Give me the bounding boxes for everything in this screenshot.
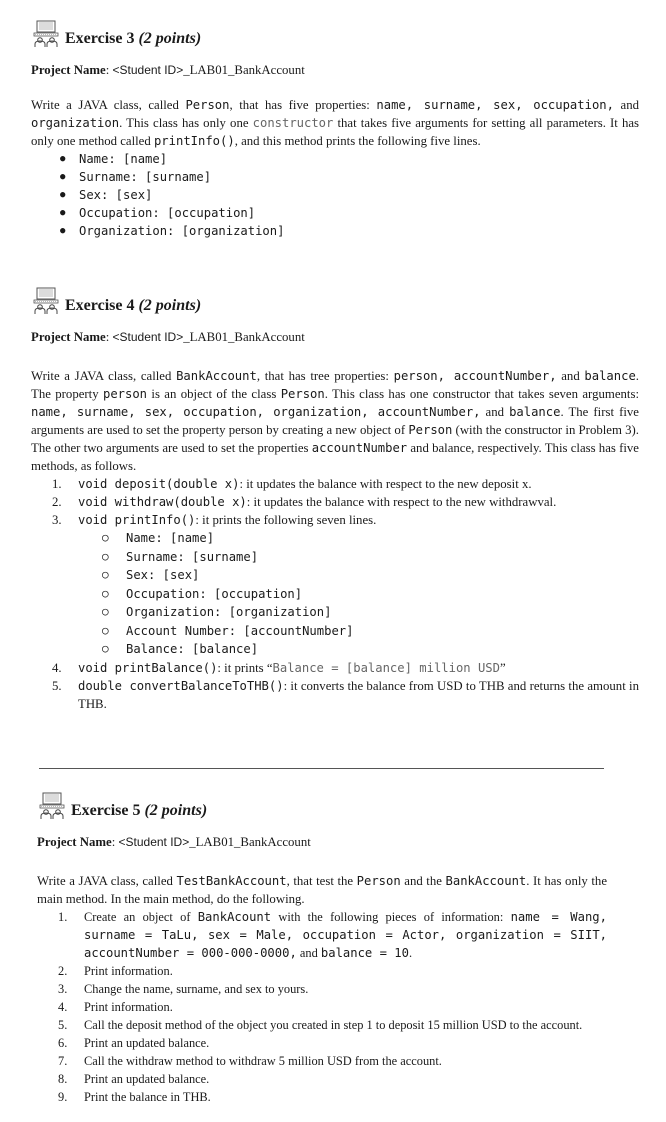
exercise-5 [37, 790, 607, 1106]
list-item: ○ Sex: [sex] [102, 566, 639, 585]
exercise-5-step-list [37, 908, 607, 1106]
list-item: ○ Balance: [balance] [102, 640, 639, 659]
list-item: 5. Call the deposit method of the object you created in step 1 to deposit 15 million USD to the account. [58, 1018, 583, 1032]
list-item: 1. void deposit(double x): it updates the balance with respect to the new deposit x. [52, 477, 532, 491]
list-item: ○ Name: [name] [102, 529, 639, 548]
list-item: ● Name: [name] [60, 150, 639, 168]
list-item: ○ Account Number: [accountNumber] [102, 622, 639, 641]
list-item: 4. void printBalance(): it prints “Balance = [balance] million USD” [52, 660, 506, 675]
exercise-5-description: Write a JAVA class, called TestBankAccount, that test the Person and the BankAccount. It has only the main method. In the main method, do the following. [37, 874, 608, 906]
exercise-5-project-name: Project Name: <Student ID>_LAB01_BankAccount [37, 835, 311, 849]
list-item: 2. Print information. [58, 964, 173, 978]
exercise-3-description: Write a JAVA class, called Person, that has five properties: name, surname, sex, occupation, and organization. This class has only one constructor that takes five arguments for setting all parameters. It has only one method called printInfo(), and this method prints the following five lines. [31, 98, 640, 148]
exercise-3-header [31, 18, 639, 48]
list-item: ● Surname: [surname] [60, 168, 639, 186]
exercise-4-description: Write a JAVA class, called BankAccount, that has tree properties: person, accountNumber, and balance. The property person is an object of the class Person. This class has one constructor that takes seven arguments: name, surname, sex, occupation, organization, accountNumber, and balance. The first five arguments are used to set the property person by creating a new object of Person (with the constructor in Problem 3). The other two arguments are used to set the properties accountNumber and balance, respectively. This class has five methods, as follows. [31, 369, 639, 473]
list-item: 1. Create an object of BankAcount with the following pieces of information: name = Wang, surname = TaLu, sex = Male, occupation = Actor, organization = SIIT, accountNumber = 000-000-0000, and balance = 10. [58, 910, 607, 960]
list-item: 3. void printInfo(): it prints the following seven lines. ○ Name: [name] ○ Surname: [surname] ○ Sex: [sex] ○ Occupation: [occupation] ○ Organization: [organization] ○ Account Number: [accountNumber] ○ Balance: [balance] [31, 511, 639, 659]
list-item: 8. Print an updated balance. [58, 1072, 210, 1086]
list-item: 4. Print information. [58, 1000, 173, 1014]
exercise-3-title: Exercise 3 (2 points) [65, 30, 202, 47]
exercise-4-title: Exercise 4 (2 points) [65, 297, 202, 314]
exercise-4-header [31, 285, 639, 315]
list-item: ○ Organization: [organization] [102, 603, 639, 622]
exercise-3-project-name: Project Name: <Student ID>_LAB01_BankAccount [31, 63, 305, 77]
print-info-lines [78, 529, 639, 659]
exercise-4-project-name: Project Name: <Student ID>_LAB01_BankAccount [31, 330, 305, 344]
list-item: 3. Change the name, surname, and sex to yours. [58, 982, 309, 996]
list-item: 6. Print an updated balance. [58, 1036, 210, 1050]
exercise-5-title: Exercise 5 (2 points) [71, 802, 208, 819]
computer-user-icon [37, 792, 67, 820]
exercise-4-method-list [31, 475, 639, 713]
section-divider [39, 768, 604, 769]
list-item: ● Occupation: [occupation] [60, 204, 639, 222]
list-item: ○ Surname: [surname] [102, 548, 639, 567]
list-item: 5. double convertBalanceToTHB(): it converts the balance from USD to THB and returns the amount in THB. [52, 678, 640, 711]
list-item: ● Sex: [sex] [60, 186, 639, 204]
computer-user-icon [31, 287, 61, 315]
list-item: ○ Occupation: [occupation] [102, 585, 639, 604]
exercise-4 [31, 285, 639, 713]
list-item: 7. Call the withdraw method to withdraw 5 million USD from the account. [58, 1054, 442, 1068]
exercise-3 [31, 18, 639, 240]
exercise-3-output-list [31, 150, 639, 240]
list-item: 9. Print the balance in THB. [58, 1090, 211, 1104]
list-item: 2. void withdraw(double x): it updates the balance with respect to the new withdrawval. [52, 495, 557, 509]
computer-user-icon [31, 20, 61, 48]
exercise-5-header [37, 790, 607, 820]
list-item: ● Organization: [organization] [60, 222, 639, 240]
